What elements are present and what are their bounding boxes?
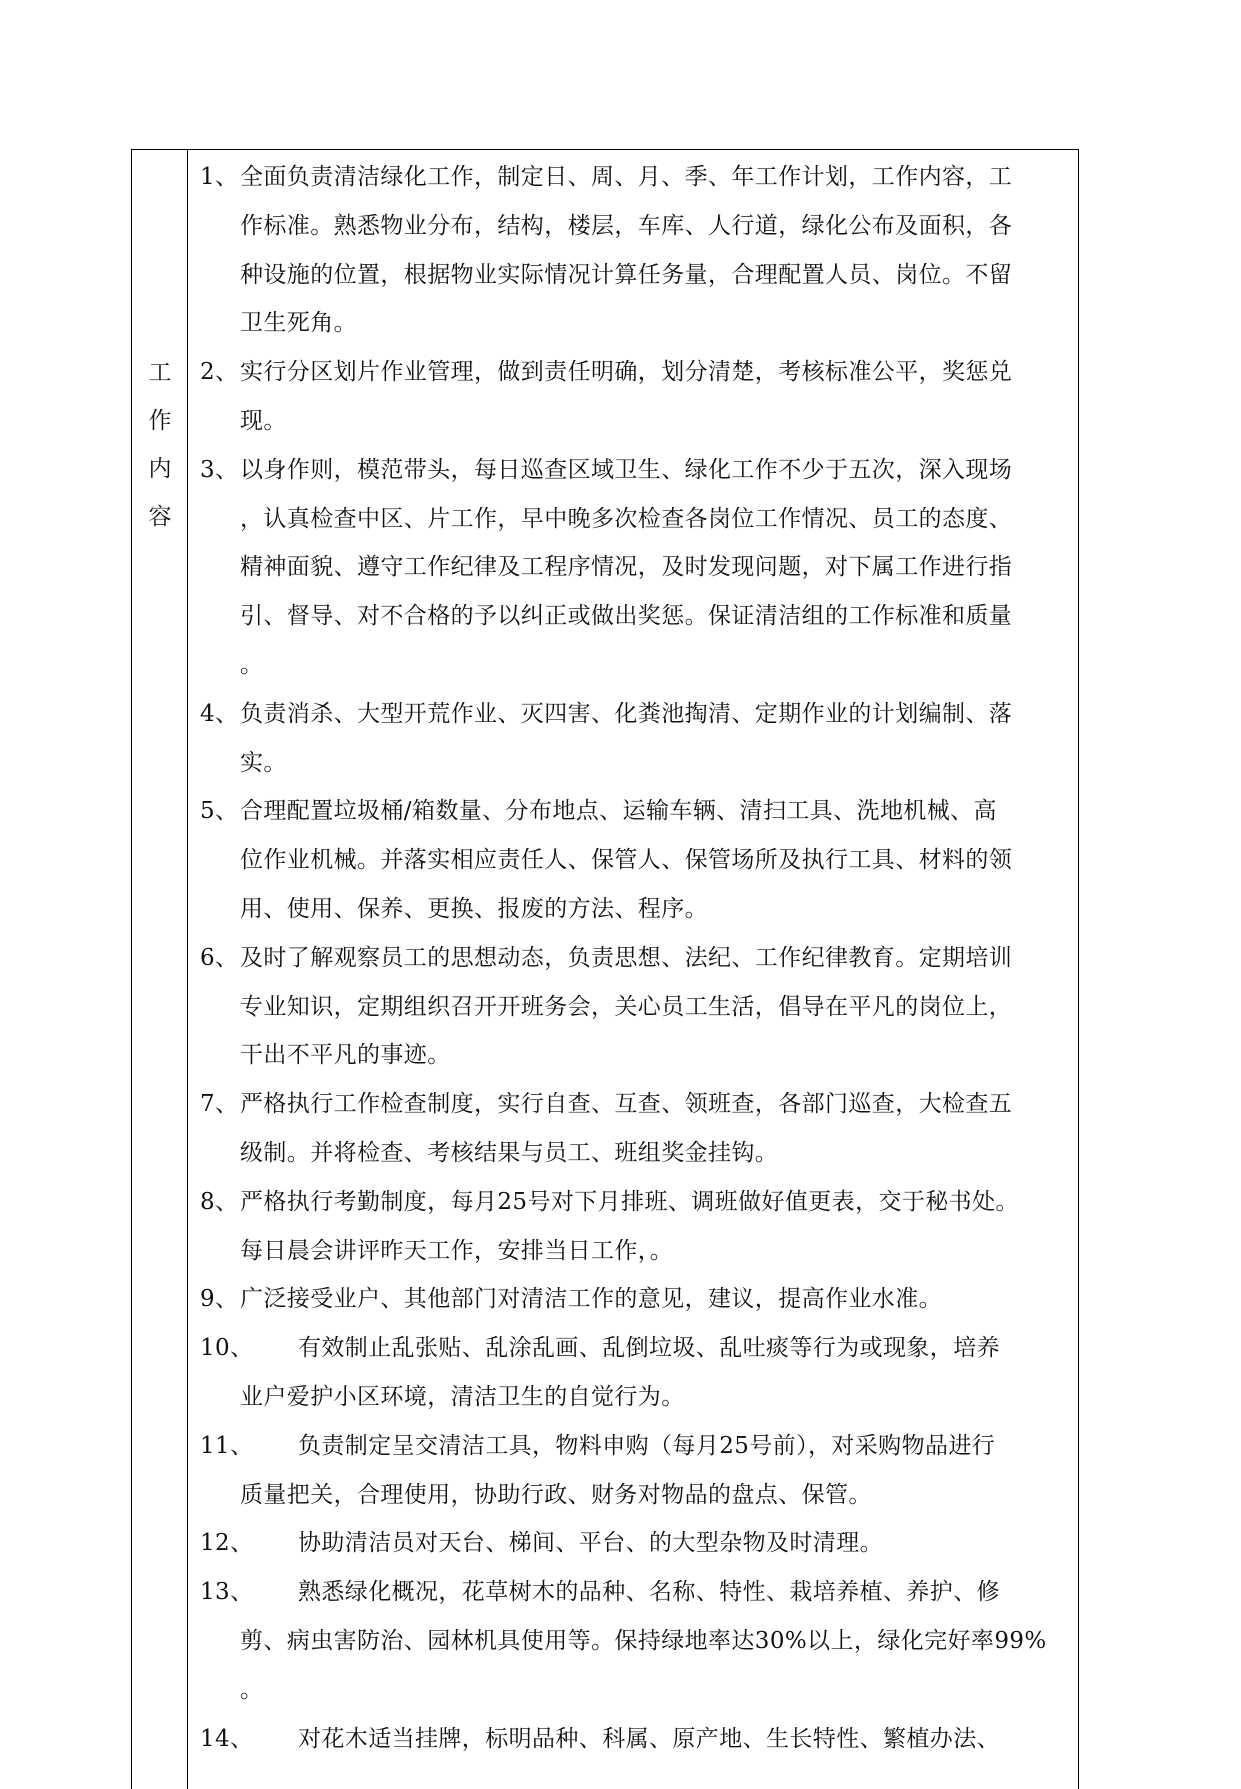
item-text-line: 有效制止乱张贴、乱涂乱画、乱倒垃圾、乱吐痰等行为或现象，培养 bbox=[298, 1335, 1000, 1362]
item-text-line: 干出不平凡的事迹。 bbox=[240, 1042, 451, 1069]
item-text-line: 严格执行工作检查制度，实行自查、互查、领班查，各部门巡查，大检查五 bbox=[240, 1091, 1013, 1118]
item-text-line: 质量把关，合理使用，协助行政、财务对物品的盘点、保管。 bbox=[240, 1481, 872, 1508]
item-text-line: 协助清洁员对天台、梯间、平台、的大型杂物及时清理。 bbox=[298, 1530, 883, 1557]
item-text-line: 现。 bbox=[240, 407, 287, 434]
list-item bbox=[200, 1715, 1062, 1764]
label-column bbox=[132, 150, 188, 1789]
item-text-line: 卫生死角。 bbox=[240, 310, 357, 337]
item-text-line: 实。 bbox=[240, 749, 287, 776]
list-item bbox=[200, 787, 1062, 933]
item-text-line: 种设施的位置，根据物业实际情况计算任务量，合理配置人员、岗位。不留 bbox=[240, 261, 1013, 288]
item-text-line: 对花木适当挂牌，标明品种、科属、原产地、生长特性、繁植办法、 bbox=[298, 1725, 1000, 1752]
list-item bbox=[200, 1178, 1062, 1276]
row-label bbox=[132, 349, 188, 541]
item-text-line: 。 bbox=[240, 1676, 264, 1703]
item-number: 9、 bbox=[200, 1286, 239, 1313]
label-char: 容 bbox=[148, 504, 172, 530]
item-number: 1、 bbox=[200, 164, 239, 190]
list-item bbox=[200, 934, 1062, 1080]
label-char: 作 bbox=[148, 408, 172, 434]
list-item bbox=[200, 1275, 1062, 1324]
item-text-line: 熟悉绿化概况，花草树木的品种、名称、特性、栽培养植、养护、修 bbox=[298, 1579, 1000, 1606]
item-text-line: 及时了解观察员工的思想动态，负责思想、法纪、工作纪律教育。定期培训 bbox=[240, 944, 1013, 971]
item-text-line: 以身作则，模范带头，每日巡查区域卫生、绿化工作不少于五次，深入现场 bbox=[240, 456, 1013, 483]
item-number: 6、 bbox=[200, 944, 239, 971]
item-text-line: 严格执行考勤制度，每月25号对下月排班、调班做好值更表，交于秘书处。 bbox=[240, 1188, 1019, 1215]
list-item bbox=[200, 153, 1062, 348]
item-text-line: 引、督导、对不合格的予以纠正或做出奖惩。保证清洁组的工作标准和质量 bbox=[240, 603, 1013, 630]
item-text-line: 专业知识，定期组织召开开班务会，关心员工生活，倡导在平凡的岗位上， bbox=[240, 993, 1013, 1020]
item-text-line: 负责消杀、大型开荒作业、灭四害、化粪池掏清、定期作业的计划编制、落 bbox=[240, 700, 1013, 727]
item-text-line: 合理配置垃圾桶/箱数量、分布地点、运输车辆、清扫工具、洗地机械、高 bbox=[240, 798, 997, 825]
item-number: 4、 bbox=[200, 700, 239, 727]
item-number: 3、 bbox=[200, 456, 239, 483]
list-item bbox=[200, 348, 1062, 446]
item-text-line: 剪、病虫害防治、园林机具使用等。保持绿地率达30%以上，绿化完好率99% bbox=[240, 1627, 1047, 1654]
item-number: 5、 bbox=[200, 798, 239, 825]
item-text-line: 精神面貌、遵守工作纪律及工程序情况，及时发现问题，对下属工作进行指 bbox=[240, 554, 1013, 581]
item-text-line: 广泛接受业户、其他部门对清洁工作的意见，建议，提高作业水准。 bbox=[240, 1286, 942, 1313]
job-content-table bbox=[131, 149, 1079, 1789]
item-text-line: 负责制定呈交清洁工具，物料申购（每月25号前），对采购物品进行 bbox=[298, 1432, 996, 1459]
list-item bbox=[200, 1519, 1062, 1568]
item-text-line: 位作业机械。并落实相应责任人、保管人、保管场所及执行工具、材料的领 bbox=[240, 847, 1013, 874]
job-content-list bbox=[200, 153, 1062, 1763]
item-number: 10、 bbox=[200, 1335, 254, 1362]
item-text-line: 全面负责清洁绿化工作，制定日、周、月、季、年工作计划，工作内容，工 bbox=[240, 164, 1013, 190]
item-text-line: 业户爱护小区环境，清洁卫生的自觉行为。 bbox=[240, 1383, 685, 1410]
list-item bbox=[200, 690, 1062, 788]
item-text-line: 实行分区划片作业管理，做到责任明确，划分清楚，考核标准公平，奖惩兑 bbox=[240, 359, 1013, 386]
list-item bbox=[200, 446, 1062, 690]
item-number: 11、 bbox=[200, 1432, 254, 1459]
list-item bbox=[200, 1324, 1062, 1422]
item-text-line: ，认真检查中区、片工作，早中晚多次检查各岗位工作情况、员工的态度、 bbox=[240, 505, 1013, 532]
item-text-line: 每日晨会讲评昨天工作，安排当日工作，。 bbox=[240, 1237, 674, 1264]
list-item bbox=[200, 1422, 1062, 1520]
item-number: 12、 bbox=[200, 1530, 254, 1557]
list-item bbox=[200, 1568, 1062, 1714]
label-char: 工 bbox=[148, 360, 172, 386]
item-text-line: 用、使用、保养、更换、报废的方法、程序。 bbox=[240, 895, 708, 922]
item-number: 8、 bbox=[200, 1188, 239, 1215]
item-number: 14、 bbox=[200, 1725, 254, 1752]
item-number: 2、 bbox=[200, 359, 239, 386]
list-item bbox=[200, 1080, 1062, 1178]
item-text-line: 。 bbox=[240, 651, 264, 678]
item-text-line: 作标准。熟悉物业分布，结构，楼层，车库、人行道，绿化公布及面积，各 bbox=[240, 212, 1013, 239]
item-number: 7、 bbox=[200, 1091, 239, 1118]
label-char: 内 bbox=[148, 456, 172, 482]
item-number: 13、 bbox=[200, 1579, 254, 1606]
item-text-line: 级制。并将检查、考核结果与员工、班组奖金挂钩。 bbox=[240, 1139, 779, 1166]
